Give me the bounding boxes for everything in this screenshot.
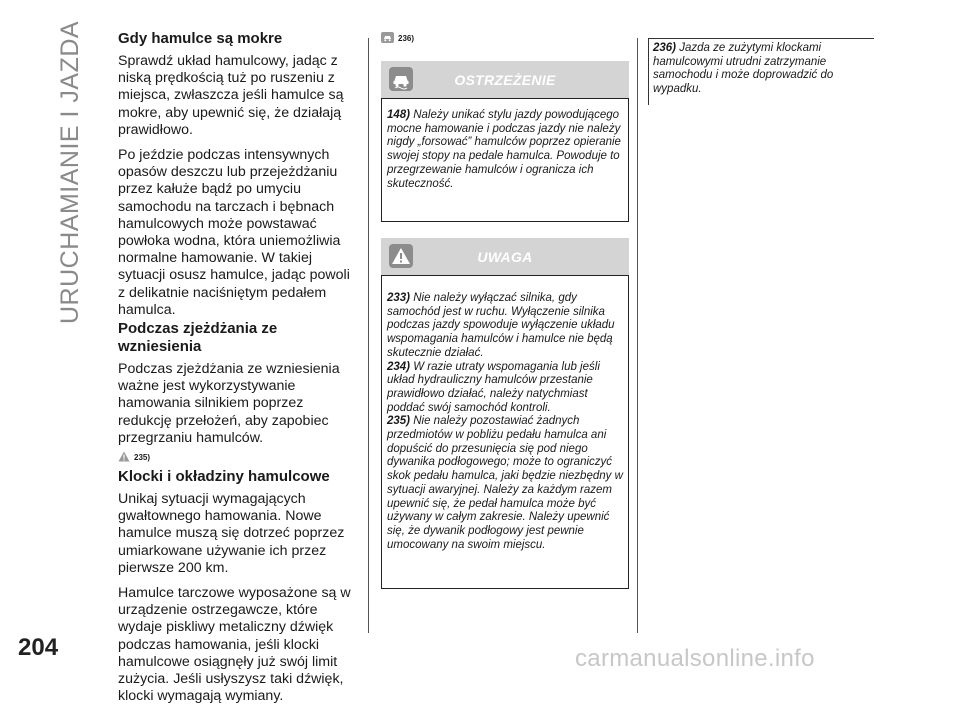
paragraph: Podczas zjeżdżania ze wzniesienia ważne jest wykorzystywanie hamowania silnikiem poprzez redukcję przełożeń, aby zapobiec przegrzaniu hamulców.: [118, 361, 340, 446]
paragraph: Po jeździe podczas intensywnych opasów deszczu lub przejeżdżaniu przez kałuże bądź po umyciu samochodu na tarczach i bębnach hamulcowych może powstawać powłoka wodna, która uniemożliwia normalne hamowanie. W takiej sytuacji osusz hamulce, jadąc powoli z delikatnie naciśniętym pedałem hamulca.: [118, 147, 350, 318]
warning-banner: [381, 61, 629, 98]
column-middle: [381, 32, 629, 589]
paragraph: Hamulce tarczowe wyposażone są w urządzenie ostrzegawcze, które wydaje piskliwy metaliczny dźwięk podczas hamowania, jeśli klocki hamulcowe osiągnęły już swój limit zużycia. Jeśli usłyszysz taki dźwięk, klocki wymagają wymiany.: [118, 585, 351, 705]
warning-triangle-icon: [118, 451, 130, 462]
caution-banner: [381, 238, 629, 275]
caution-title: UWAGA: [477, 248, 533, 265]
note-text: W razie utraty wspomagania lub jeśli układ hydrauliczny hamulców przestanie prawidłowo działać, należy natychmiast poddać swój samochód kontroli.: [387, 360, 600, 414]
warning-triangle-icon: [389, 244, 413, 268]
column-divider: [368, 38, 369, 633]
column-left: [118, 30, 356, 714]
column-divider: [637, 38, 638, 633]
column-right: [648, 38, 874, 105]
section-sidebar-title: [56, 20, 96, 324]
car-skid-icon: [389, 67, 413, 91]
note-236: [653, 42, 870, 97]
note-text: Jazda ze zużytymi klockami hamulcowymi utrudni zatrzymanie samochodu i może doprowadzić do wypadku.: [653, 42, 834, 96]
caution-box: [381, 275, 629, 589]
note-number: 233): [387, 292, 411, 304]
warning-title: OSTRZEŻENIE: [454, 71, 556, 88]
page-number: 204: [18, 634, 59, 661]
note-235: [387, 415, 623, 552]
note-number: 234): [387, 360, 411, 373]
heading-downhill: Podczas zjeżdżania ze wzniesienia: [118, 320, 278, 356]
paragraph: Unikaj sytuacji wymagających gwałtownego hamowania. Nowe hamulce muszą się dotrzeć poprzez umiarkowane używanie ich przez pierwsze 200 km.: [118, 491, 345, 576]
car-skid-icon: [381, 32, 394, 43]
reference-235: [118, 451, 356, 462]
note-text: Nie należy pozostawiać żadnych przedmiotów w pobliżu pedału hamulca ani dopuścić do przesunięcia się pod niego dywanika podłogowego; może to ograniczyć skok pedału hamulca, jaki będzie niezbędny w sytuacji awaryjnej. Należy za każdym razem upewnić się, że pedał hamulca może być używany w całym zakresie. Należy upewnić się, że dywanik podłogowy jest pewnie umocowany na swoim miejscu.: [387, 415, 623, 551]
note-text: Nie należy wyłączać silnika, gdy samochód jest w ruchu. Wyłączenie silnika podczas jazdy spowoduje wyłączenie układu wspomagania hamulców i hamulce nie będą skutecznie działać.: [387, 292, 615, 359]
reference-number: 235): [134, 453, 151, 463]
heading-wet-brakes: Gdy hamulce są mokre: [118, 30, 283, 47]
note-number: 235): [387, 415, 411, 428]
note-233: [387, 292, 623, 361]
note-number: 148): [387, 109, 411, 121]
reference-number: 236): [398, 34, 415, 43]
note-number: 236): [653, 42, 677, 54]
section-title: URUCHAMIANIE I JAZDA: [56, 20, 84, 324]
note-box: [648, 38, 874, 105]
warning-box: [381, 98, 629, 222]
note-234: [387, 361, 623, 416]
paragraph: Sprawdź układ hamulcowy, jadąc z niską prędkością tuż po ruszeniu z miejsca, zwłaszcza jeśli hamulce są mokre, aby upewnić się, że działają prawidłowo.: [118, 53, 344, 138]
note-text: Należy unikać stylu jazdy powodującego mocne hamowanie i podczas jazdy nie należy nigdy „forsować” hamulców poprzez opieranie swojej stopy na pedale hamulca. Powoduje to przegrzewanie hamulców i ogranicza ich skuteczność.: [387, 109, 621, 190]
reference-236: [381, 32, 629, 43]
watermark: carmanualsonline.info: [575, 645, 815, 672]
heading-brake-pads: Klocki i okładziny hamulcowe: [118, 468, 330, 486]
note-148: [387, 109, 623, 191]
